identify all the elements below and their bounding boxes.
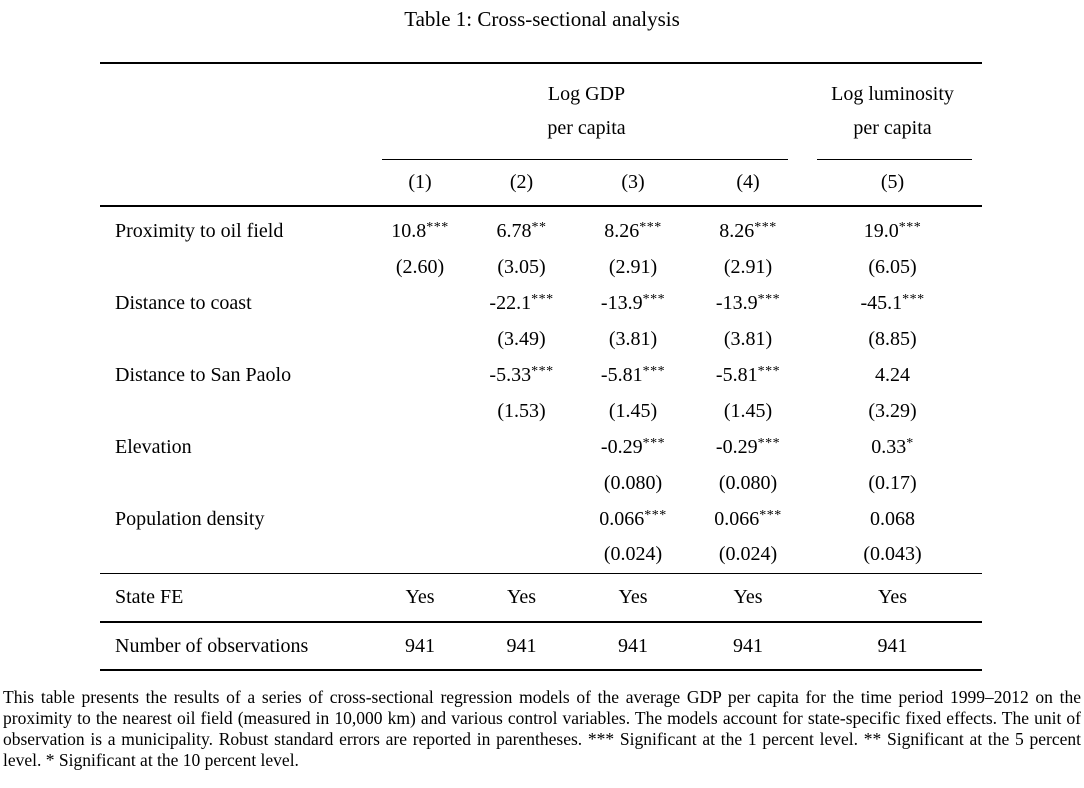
coef-cell — [803, 429, 982, 465]
se-cell: (0.080) — [718, 471, 778, 494]
significance-stars: ** — [531, 220, 547, 235]
observations-value: 941 — [573, 622, 693, 670]
se-cell — [370, 465, 470, 501]
coef-estimate: -0.29 — [715, 435, 758, 458]
observations-value: 941 — [470, 622, 573, 670]
coef-estimate: 0.33 — [871, 435, 907, 458]
coef-cell — [370, 501, 470, 537]
coef-cell — [370, 206, 470, 249]
empty-cell — [100, 63, 370, 158]
row-label: Distance to coast — [115, 291, 252, 314]
se-cell: (3.49) — [497, 327, 546, 350]
row-label: Elevation — [115, 435, 192, 458]
significance-stars: *** — [754, 220, 777, 235]
coef-cell — [803, 285, 982, 321]
coef-cell — [470, 429, 573, 465]
state-fe-value: Yes — [573, 573, 693, 622]
se-cell: (1.45) — [723, 399, 773, 422]
observations-value: 941 — [803, 622, 982, 670]
coef-estimate: 0.066 — [714, 507, 760, 530]
dep-var-gdp-line2: per capita — [547, 117, 626, 139]
coef-cell — [573, 501, 693, 537]
dep-var-luminosity-line2: per capita — [853, 117, 932, 139]
se-row-coast — [100, 321, 982, 357]
dep-var-luminosity-line1: Log luminosity — [831, 83, 954, 105]
dep-var-group-gdp — [370, 63, 803, 158]
coef-cell — [693, 206, 803, 249]
state-fe-value: Yes — [370, 573, 470, 622]
se-cell — [470, 537, 573, 573]
coef-cell — [370, 285, 470, 321]
se-cell: (3.29) — [868, 399, 917, 422]
se-row-population-density — [100, 537, 982, 573]
table-title: Table 1: Cross-sectional analysis — [404, 7, 680, 31]
column-number-4: (4) — [693, 160, 803, 206]
se-row-elevation — [100, 465, 982, 501]
coef-cell — [693, 357, 803, 393]
observations-value: 941 — [370, 622, 470, 670]
coef-estimate: -13.9 — [600, 291, 643, 314]
observations-value: 941 — [693, 622, 803, 670]
se-cell: (3.81) — [608, 327, 658, 350]
coef-cell — [470, 357, 573, 393]
coef-estimate: -22.1 — [489, 291, 532, 314]
se-cell: (1.45) — [608, 399, 658, 422]
significance-stars: *** — [759, 507, 782, 523]
se-cell: (6.05) — [868, 255, 917, 278]
dep-var-group-luminosity — [803, 63, 982, 158]
significance-stars: *** — [644, 507, 667, 523]
coef-cell — [573, 285, 693, 321]
coef-row-elevation — [100, 429, 982, 465]
se-cell: (0.17) — [868, 471, 917, 494]
state-fe-value: Yes — [470, 573, 573, 622]
significance-stars: *** — [757, 363, 781, 379]
significance-stars: *** — [902, 291, 925, 307]
row-label: Distance to San Paolo — [115, 363, 292, 386]
summary-row-observations — [100, 622, 982, 670]
coef-row-population-density — [100, 501, 982, 537]
coef-cell — [693, 285, 803, 321]
se-row-san-paolo — [100, 393, 982, 429]
row-label: Population density — [115, 507, 265, 530]
significance-stars: *** — [757, 435, 781, 451]
significance-stars: *** — [639, 220, 662, 235]
se-cell: (3.81) — [723, 327, 773, 350]
significance-stars: *** — [642, 435, 666, 451]
se-row-proximity — [100, 249, 982, 285]
coef-estimate: 8.26 — [719, 220, 755, 242]
se-cell: (1.53) — [497, 399, 546, 422]
coef-estimate: 19.0 — [863, 220, 899, 242]
coef-estimate: -5.81 — [600, 363, 643, 386]
significance-stars: *** — [531, 291, 554, 307]
coef-row-san-paolo — [100, 357, 982, 393]
coef-estimate: 4.24 — [875, 363, 911, 386]
empty-cell — [100, 321, 370, 357]
state-fe-value: Yes — [803, 573, 982, 622]
coef-estimate: -5.81 — [715, 363, 758, 386]
row-label: Number of observations — [100, 622, 370, 670]
coef-cell — [803, 206, 982, 249]
coef-cell — [693, 501, 803, 537]
coef-cell — [370, 429, 470, 465]
significance-stars: *** — [642, 363, 666, 379]
se-cell: (0.024) — [603, 543, 663, 566]
regression-table — [100, 62, 982, 671]
empty-cell — [100, 537, 370, 573]
coef-cell — [470, 285, 573, 321]
row-label: Proximity to oil field — [115, 220, 284, 242]
column-number-3: (3) — [573, 160, 693, 206]
significance-stars: * — [906, 435, 914, 451]
coef-cell — [573, 429, 693, 465]
empty-cell — [100, 160, 370, 206]
empty-cell — [100, 465, 370, 501]
row-label: State FE — [100, 573, 370, 622]
dependent-variable-header-row — [100, 63, 982, 158]
se-cell: (3.05) — [497, 255, 546, 278]
significance-stars: *** — [642, 291, 666, 307]
coef-estimate: 8.26 — [604, 220, 640, 242]
se-cell: (0.024) — [718, 543, 778, 566]
significance-stars: *** — [757, 291, 781, 307]
se-cell — [370, 393, 470, 429]
table-note: This table presents the results of a series of cross-sectional regression models of the average GDP per capita for the time period 1999–2012 on the proximity to the nearest oil field (measured in 10,000 km) and various control variables. The models account for state-specific fixed effects. The unit of observation is a municipality. Robust standard errors are reported in parentheses. *** Significant at the 1 percent level. ** Significant at the 5 percent level. * Significant at the 10 percent level. — [3, 687, 1081, 770]
coef-cell — [470, 206, 573, 249]
se-cell — [370, 321, 470, 357]
state-fe-value: Yes — [693, 573, 803, 622]
column-number-row — [100, 160, 982, 206]
dep-var-gdp-line1: Log GDP — [547, 83, 626, 105]
coef-cell — [693, 429, 803, 465]
empty-cell — [100, 249, 370, 285]
summary-row-state-fe — [100, 573, 982, 622]
coef-estimate: -0.29 — [600, 435, 643, 458]
coef-estimate: 10.8 — [391, 220, 427, 242]
se-cell — [470, 465, 573, 501]
coef-cell — [803, 357, 982, 393]
coef-cell — [470, 501, 573, 537]
column-number-1: (1) — [370, 160, 470, 206]
coef-cell — [803, 501, 982, 537]
column-number-2: (2) — [470, 160, 573, 206]
coef-estimate: -45.1 — [860, 291, 903, 314]
coef-row-coast — [100, 285, 982, 321]
coef-cell — [573, 206, 693, 249]
se-cell: (2.91) — [608, 255, 658, 278]
significance-stars: *** — [426, 220, 449, 235]
coef-row-proximity — [100, 206, 982, 249]
se-cell: (0.080) — [603, 471, 663, 494]
column-number-5: (5) — [803, 160, 982, 206]
se-cell: (2.91) — [723, 255, 773, 278]
coef-estimate: -13.9 — [715, 291, 758, 314]
se-cell: (0.043) — [863, 543, 922, 566]
coef-estimate: 0.068 — [870, 507, 916, 530]
coef-estimate: 0.066 — [599, 507, 645, 530]
coef-cell — [370, 357, 470, 393]
significance-stars: *** — [898, 220, 922, 235]
se-cell: (2.60) — [395, 255, 445, 278]
se-cell: (8.85) — [868, 327, 917, 350]
coef-estimate: 6.78 — [496, 220, 532, 242]
significance-stars: *** — [531, 363, 554, 379]
empty-cell — [100, 393, 370, 429]
se-cell — [370, 537, 470, 573]
coef-cell — [573, 357, 693, 393]
coef-estimate: -5.33 — [489, 363, 532, 386]
